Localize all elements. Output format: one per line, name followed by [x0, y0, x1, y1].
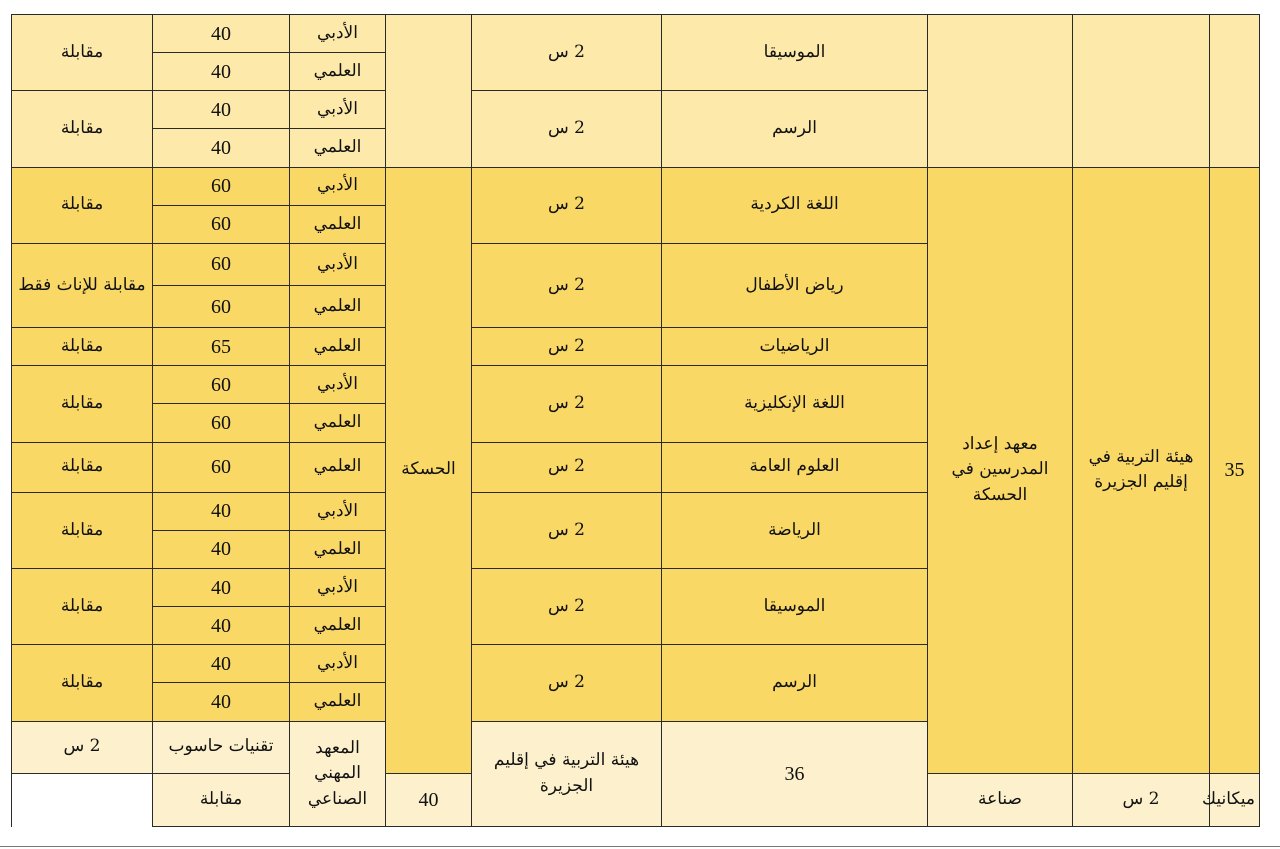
row-number-cell: 35 [1210, 167, 1260, 773]
program-cell: الرياضيات [662, 328, 928, 366]
track-cell: العلمي [290, 53, 386, 91]
score-cell: 60 [153, 205, 290, 243]
authority-cell: هيئة التربية في إقليم الجزيرة [1073, 167, 1210, 773]
city-cell [386, 15, 472, 168]
duration-cell: 2 س [472, 167, 662, 243]
track-cell: العلمي [290, 442, 386, 492]
score-cell: 60 [153, 243, 290, 285]
program-cell: تقنيات حاسوب [153, 721, 290, 773]
track-cell: العلمي [290, 607, 386, 645]
track-cell: العلمي [290, 285, 386, 327]
duration-cell: 2 س [472, 492, 662, 568]
institute-cell: معهد إعداد المدرسين في الحسكة [928, 167, 1073, 773]
authority-cell [1073, 15, 1210, 168]
duration-cell: 2 س [472, 328, 662, 366]
duration-cell: 2 س [12, 721, 153, 773]
note-cell: مقابلة [12, 442, 153, 492]
note-cell: مقابلة [153, 773, 290, 826]
track-cell: الأدبي [290, 91, 386, 129]
score-cell: 60 [153, 366, 290, 404]
track-cell: صناعة [928, 773, 1073, 826]
track-cell: العلمي [290, 530, 386, 568]
score-cell: 40 [153, 569, 290, 607]
track-cell: الأدبي [290, 167, 386, 205]
track-cell: الأدبي [290, 366, 386, 404]
duration-cell: 2 س [1073, 773, 1210, 826]
table-row [12, 15, 1260, 53]
score-cell: 40 [153, 129, 290, 167]
institute-cell [928, 15, 1073, 168]
city-cell: الحسكة [386, 167, 472, 773]
score-cell: 40 [153, 91, 290, 129]
note-cell: مقابلة [12, 328, 153, 366]
score-cell: 60 [153, 167, 290, 205]
note-cell: مقابلة [12, 167, 153, 243]
note-cell: مقابلة [12, 366, 153, 442]
score-cell: 60 [153, 442, 290, 492]
duration-cell: 2 س [472, 91, 662, 167]
admissions-table [11, 14, 1260, 827]
note-cell: مقابلة [12, 492, 153, 568]
score-cell: 40 [153, 645, 290, 683]
track-cell: العلمي [290, 683, 386, 721]
score-cell: 65 [153, 328, 290, 366]
note-cell: مقابلة [12, 91, 153, 167]
institute-cell: المعهد المهني الصناعي [290, 721, 386, 826]
track-cell: العلمي [290, 328, 386, 366]
table-row [12, 167, 1260, 205]
score-cell: 40 [386, 773, 472, 826]
track-cell: الأدبي [290, 492, 386, 530]
program-cell: الموسيقا [662, 569, 928, 645]
track-cell: الأدبي [290, 243, 386, 285]
track-cell: العلمي [290, 404, 386, 442]
score-cell: 60 [153, 285, 290, 327]
score-cell: 40 [153, 53, 290, 91]
note-cell: مقابلة [12, 569, 153, 645]
program-cell: الرسم [662, 91, 928, 167]
note-cell: مقابلة [12, 15, 153, 91]
duration-cell: 2 س [472, 243, 662, 327]
program-cell: اللغة الكردية [662, 167, 928, 243]
score-cell: 40 [153, 492, 290, 530]
row-number-cell [1210, 15, 1260, 168]
duration-cell: 2 س [472, 366, 662, 442]
duration-cell: 2 س [472, 645, 662, 721]
program-cell: الرسم [662, 645, 928, 721]
program-cell: اللغة الإنكليزية [662, 366, 928, 442]
score-cell: 60 [153, 404, 290, 442]
note-cell: مقابلة للإناث فقط [12, 243, 153, 327]
duration-cell: 2 س [472, 15, 662, 91]
score-cell: 40 [153, 15, 290, 53]
authority-cell: هيئة التربية في إقليم الجزيرة [472, 721, 662, 826]
track-cell: الأدبي [290, 15, 386, 53]
duration-cell: 2 س [472, 569, 662, 645]
row-number-cell: 36 [662, 721, 928, 826]
duration-cell: 2 س [472, 442, 662, 492]
page-bottom-rule [0, 846, 1280, 847]
track-cell: العلمي [290, 205, 386, 243]
note-cell: مقابلة [12, 645, 153, 721]
track-cell: العلمي [290, 129, 386, 167]
score-cell: 40 [153, 530, 290, 568]
score-cell: 40 [153, 683, 290, 721]
program-cell: العلوم العامة [662, 442, 928, 492]
program-cell: الرياضة [662, 492, 928, 568]
score-cell: 40 [153, 607, 290, 645]
program-cell: الموسيقا [662, 15, 928, 91]
program-cell: ميكانيك [1210, 773, 1260, 826]
track-cell: الأدبي [290, 645, 386, 683]
program-cell: رياض الأطفال [662, 243, 928, 327]
track-cell: الأدبي [290, 569, 386, 607]
